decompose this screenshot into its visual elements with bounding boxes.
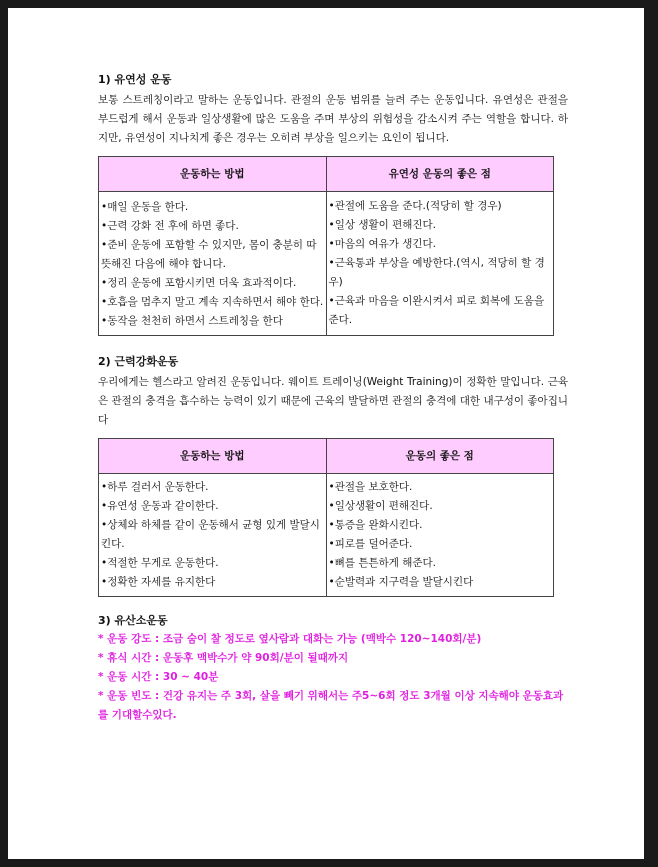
aerobic-intensity: * 운동 강도 : 조금 숨이 찰 정도로 옆사람과 대화는 가능 (맥박수 120~140회/분) bbox=[98, 633, 482, 645]
section-intro: 우리에게는 헬스라고 알려진 운동입니다. 웨이트 트레이닝(Weight Training)이 정확한 말입니다. 근육은 관절의 충격을 흡수하는 능력이 있기 때문에 근육의 발달하면 관절의 충격에 대한 내구성이 좋아집니다 bbox=[98, 376, 568, 426]
method-cell bbox=[99, 474, 327, 597]
section-intro: 보통 스트레칭이라고 말하는 운동입니다. 관절의 운동 범위를 늘려 주는 운동입니다. 유연성은 관절을 부드럽게 해서 운동과 일상생활에 많은 도움을 주며 부상의 위험성을 감소시켜 주는 역할을 합니다. 하지만, 유연성이 지나치게 좋은 경우는 오히려 부상을 일으키는 요인이 됩니다. bbox=[98, 94, 568, 144]
table-header-method: 운동하는 방법 bbox=[99, 157, 327, 192]
section-flexibility bbox=[98, 70, 568, 336]
flexibility-table bbox=[98, 156, 554, 336]
table-header-benefit: 유연성 운동의 좋은 점 bbox=[326, 157, 554, 192]
document-content bbox=[98, 70, 568, 725]
section-heading: 1) 유연성 운동 bbox=[98, 73, 172, 86]
aerobic-duration: * 운동 시간 : 30 ~ 40분 bbox=[98, 671, 219, 683]
section-aerobic bbox=[98, 611, 568, 725]
table-header-benefit: 운동의 좋은 점 bbox=[326, 439, 554, 474]
list-item: •유연성 운동과 같이한다. bbox=[101, 500, 219, 512]
list-item: •근육통과 부상을 예방한다.(역시, 적당히 할 경우) bbox=[328, 257, 545, 288]
section-heading: 2) 근력강화운동 bbox=[98, 355, 179, 368]
method-cell bbox=[99, 192, 327, 336]
document-page bbox=[8, 8, 644, 859]
list-item: •준비 운동에 포함할 수 있지만, 몸이 충분히 따뜻해진 다음에 해야 합니다. bbox=[101, 239, 317, 270]
list-item: •관절에 도움을 준다.(적당히 할 경우) bbox=[328, 200, 502, 212]
list-item: •동작을 천천히 하면서 스트레칭을 한다 bbox=[101, 315, 283, 327]
list-item: •근력 강화 전 후에 하면 좋다. bbox=[101, 220, 239, 232]
aerobic-frequency: * 운동 빈도 : 건강 유지는 주 3회, 살을 빼기 위해서는 주5~6회 정도 3개월 이상 지속해야 운동효과를 기대할수있다. bbox=[98, 690, 564, 721]
list-item: •정리 운동에 포함시키면 더욱 효과적이다. bbox=[101, 277, 297, 289]
section-strength bbox=[98, 352, 568, 597]
list-item: •매일 운동을 한다. bbox=[101, 201, 189, 213]
list-item: •일상 생활이 편해진다. bbox=[328, 219, 436, 231]
list-item: •뼈를 튼튼하게 해준다. bbox=[328, 557, 436, 569]
list-item: •피로를 덜어준다. bbox=[328, 538, 413, 550]
table-header-method: 운동하는 방법 bbox=[99, 439, 327, 474]
list-item: •통증을 완화시킨다. bbox=[328, 519, 423, 531]
list-item: •일상생활이 편해진다. bbox=[328, 500, 433, 512]
section-heading: 3) 유산소운동 bbox=[98, 614, 168, 627]
list-item: •관절을 보호한다. bbox=[328, 481, 413, 493]
list-item: •적절한 무게로 운동한다. bbox=[101, 557, 219, 569]
benefit-cell bbox=[326, 192, 554, 336]
list-item: •마음의 여유가 생긴다. bbox=[328, 238, 436, 250]
benefit-cell bbox=[326, 474, 554, 597]
list-item: •하루 걸러서 운동한다. bbox=[101, 481, 209, 493]
list-item: •정확한 자세를 유지한다 bbox=[101, 576, 216, 588]
list-item: •근육과 마음을 이완시켜서 피로 회복에 도움을 준다. bbox=[328, 295, 545, 326]
list-item: •상체와 하체를 같이 운동해서 균형 있게 발달시킨다. bbox=[101, 519, 320, 550]
list-item: •호흡을 멈추지 말고 계속 지속하면서 해야 한다. bbox=[101, 296, 324, 308]
aerobic-rest: * 휴식 시간 : 운동후 맥박수가 약 90회/분이 될때까지 bbox=[98, 652, 349, 664]
strength-table bbox=[98, 438, 554, 597]
list-item: •순발력과 지구력을 발달시킨다 bbox=[328, 576, 474, 588]
